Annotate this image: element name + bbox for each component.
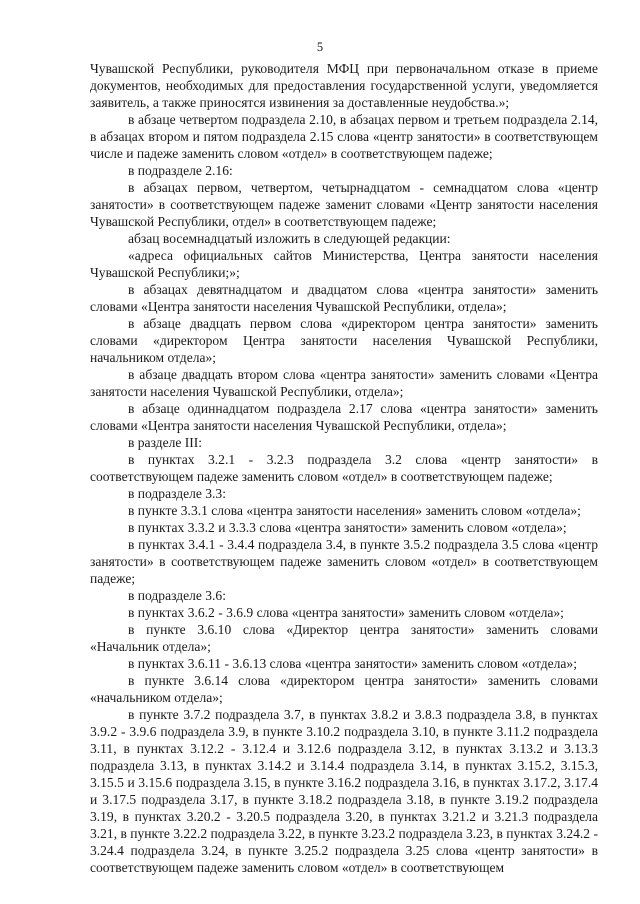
paragraph: абзац восемнадцатый изложить в следующей редакции: xyxy=(128,231,451,246)
page-number: 5 xyxy=(316,40,324,54)
paragraph: в пунктах 3.2.1 - 3.2.3 подраздела 3.2 слова «центр занятости» в соответствующем падеже заменить словом «отдел» в соответствующем падеже; xyxy=(90,452,598,484)
paragraph: в пунктах 3.3.2 и 3.3.3 слова «центра занятости» заменить словом «отдела»; xyxy=(128,520,567,535)
paragraph: в абзацах первом, четвертом, четырнадцатом - семнадцатом слова «центр занятости» в соответствующем падеже заменит словами «Центр занятости населения Чувашской Республики, отдел» в соответствующем падеже; xyxy=(90,180,598,229)
paragraph: в абзаце двадцать первом слова «директором центра занятости» заменить словами «директором Центра занятости населения Чувашской Республики, начальником отдела»; xyxy=(90,316,598,365)
paragraph: в пункте 3.3.1 слова «центра занятости населения» заменить словом «отдела»; xyxy=(128,503,581,518)
document-body xyxy=(90,60,598,876)
paragraph: в пунктах 3.6.2 - 3.6.9 слова «центра занятости» заменить словом «отдела»; xyxy=(128,605,564,620)
paragraph: в подразделе 2.16: xyxy=(128,163,233,178)
paragraph: в пунктах 3.6.11 - 3.6.13 слова «центра занятости» заменить словом «отдела»; xyxy=(128,656,577,671)
paragraph: Чувашской Республики, руководителя МФЦ при первоначальном отказе в приеме документов, необходимых для предоставления государственной услуги, уведомляется заявитель, а также приносятся извинения за доставленные неудобства.»; xyxy=(90,61,598,110)
paragraph: в разделе III: xyxy=(128,435,203,450)
paragraph: «адреса официальных сайтов Министерства, Центра занятости населения Чувашской Республики;»; xyxy=(90,248,598,280)
paragraph: в пункте 3.7.2 подраздела 3.7, в пунктах 3.8.2 и 3.8.3 подраздела 3.8, в пунктах 3.9.2 - 3.9.6 подраздела 3.9, в пункте 3.10.2 подраздела 3.10, в пункте 3.11.2 подраздела 3.11, в пунктах 3.12.2 - 3.12.4 и 3.12.6 подраздела 3.12, в пунктах 3.13.2 и 3.13.3 подраздела 3.13, в пунктах 3.14.2 и 3.14.4 подраздела 3.14, в пунктах 3.15.2, 3.15.3, 3.15.5 и 3.15.6 подраздела 3.15, в пункте 3.16.2 подраздела 3.16, в пунктах 3.17.2, 3.17.4 и 3.17.5 подраздела 3.17, в пункте 3.18.2 подраздела 3.18, в пункте 3.19.2 подраздела 3.19, в пунктах 3.20.2 - 3.20.5 подраздела 3.20, в пунктах 3.21.2 и 3.21.3 подраздела 3.21, в пункте 3.22.2 подраздела 3.22, в пункте 3.23.2 подраздела 3.23, в пунктах 3.24.2 - 3.24.4 подраздела 3.24, в пункте 3.25.2 подраздела 3.25 слова «центр занятости» в соответствующем падеже заменить словом «отдел» в соответствующем xyxy=(90,707,598,875)
paragraph: в пунктах 3.4.1 - 3.4.4 подраздела 3.4, в пункте 3.5.2 подраздела 3.5 слова «центр занятости» в соответствующем падеже заменить словом «отдел» в соответствующем падеже; xyxy=(90,537,598,586)
paragraph: в абзаце двадцать втором слова «центра занятости» заменить словами «Центра занятости населения Чувашской Республики, отдела»; xyxy=(90,367,598,399)
paragraph: в подразделе 3.3: xyxy=(128,486,226,501)
paragraph: в абзаце одиннадцатом подраздела 2.17 слова «центра занятости» заменить словами «Центра занятости населения Чувашской Республики, отдела»; xyxy=(90,401,598,433)
paragraph: в пункте 3.6.14 слова «директором центра занятости» заменить словами «начальником отдела»; xyxy=(90,673,598,705)
paragraph: в абзаце четвертом подраздела 2.10, в абзацах первом и третьем подраздела 2.14, в абзацах втором и пятом подраздела 2.15 слова «центр занятости» в соответствующем числе и падеже заменить словом «отдел» в соответствующем падеже; xyxy=(90,112,598,161)
paragraph: в пункте 3.6.10 слова «Директор центра занятости» заменить словами «Начальник отдела»; xyxy=(90,622,598,654)
paragraph: в подразделе 3.6: xyxy=(128,588,226,603)
paragraph: в абзацах девятнадцатом и двадцатом слова «центра занятости» заменить словами «Центра занятости населения Чувашской Республики, отдела»; xyxy=(90,282,598,314)
